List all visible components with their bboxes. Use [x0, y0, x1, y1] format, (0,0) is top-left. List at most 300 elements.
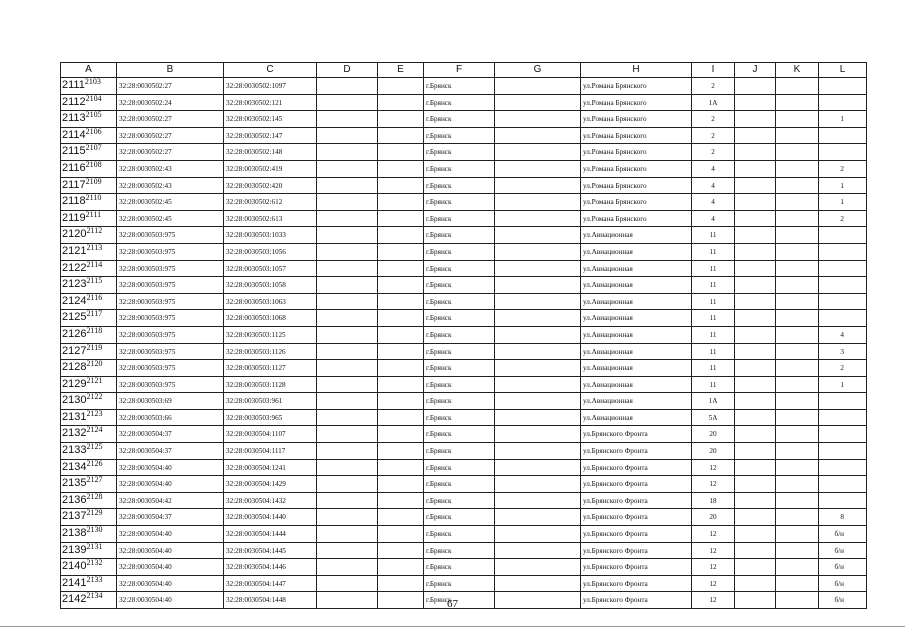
apartment-cell [819, 393, 867, 410]
street-cell: ул.Брянского Фронта [581, 526, 692, 543]
cadastral-number-cell: 32:28:0030503:975 [117, 376, 224, 393]
apartment-cell [819, 476, 867, 493]
empty-cell [495, 78, 581, 95]
empty-cell [317, 144, 378, 161]
house-number-cell: 11 [692, 343, 735, 360]
record-number: 2120 [86, 359, 103, 369]
cadastral-number-cell: 32:28:0030502:24 [117, 94, 224, 111]
empty-cell [735, 111, 776, 128]
house-number-cell: 18 [692, 492, 735, 509]
city-cell: г.Брянск [424, 94, 495, 111]
house-number-cell: 12 [692, 592, 735, 609]
column-header: F [424, 63, 495, 78]
house-number-cell: 12 [692, 559, 735, 576]
empty-cell [776, 310, 819, 327]
house-number-cell: 2 [692, 111, 735, 128]
city-cell: г.Брянск [424, 443, 495, 460]
house-number-cell: 12 [692, 575, 735, 592]
row-number: 2130 [62, 394, 87, 407]
city-cell: г.Брянск [424, 243, 495, 260]
row-number: 2121 [62, 244, 87, 257]
empty-cell [378, 326, 424, 343]
empty-cell [776, 111, 819, 128]
empty-cell [317, 509, 378, 526]
empty-cell [378, 277, 424, 294]
house-number-cell: 2 [692, 144, 735, 161]
apartment-cell: 1 [819, 194, 867, 211]
empty-cell [735, 343, 776, 360]
column-header: A [61, 63, 117, 78]
record-number: 2112 [86, 226, 103, 236]
empty-cell [495, 526, 581, 543]
cadastral-number-cell: 32:28:0030504:1429 [224, 476, 317, 493]
cadastral-number-cell: 32:28:0030504:1444 [224, 526, 317, 543]
empty-cell [317, 78, 378, 95]
empty-cell [735, 260, 776, 277]
street-cell: ул.Авиационная [581, 310, 692, 327]
column-header: D [317, 63, 378, 78]
record-number: 2108 [85, 160, 102, 169]
empty-cell [495, 575, 581, 592]
record-number: 2109 [85, 177, 102, 186]
row-number: 2134 [62, 460, 87, 473]
empty-cell [378, 243, 424, 260]
cadastral-number-cell: 32:28:0030504:40 [117, 476, 224, 493]
apartment-cell [819, 227, 867, 244]
empty-cell [495, 326, 581, 343]
row-number: 2131 [62, 410, 87, 423]
empty-cell [317, 492, 378, 509]
cadastral-number-cell: 32:28:0030503:1125 [224, 326, 317, 343]
city-cell: г.Брянск [424, 343, 495, 360]
city-cell: г.Брянск [424, 409, 495, 426]
empty-cell [378, 360, 424, 377]
empty-cell [378, 376, 424, 393]
cadastral-number-cell: 32:28:0030504:1448 [224, 592, 317, 609]
record-number: 2130 [86, 525, 103, 535]
empty-cell [317, 376, 378, 393]
row-number-cell [61, 376, 117, 393]
page-edge-line [0, 626, 905, 627]
table-row [61, 111, 867, 128]
table-row [61, 409, 867, 426]
record-number: 2114 [86, 260, 103, 269]
street-cell: ул.Авиационная [581, 277, 692, 294]
empty-cell [317, 243, 378, 260]
apartment-cell [819, 243, 867, 260]
row-number: 2138 [62, 527, 87, 540]
empty-cell [776, 78, 819, 95]
cadastral-number-cell: 32:28:0030503:975 [117, 227, 224, 244]
table-row [61, 559, 867, 576]
record-number: 2128 [86, 492, 103, 501]
record-number: 2106 [85, 127, 102, 136]
apartment-cell [819, 277, 867, 294]
table-row [61, 260, 867, 277]
row-number-cell [61, 260, 117, 277]
city-cell: г.Брянск [424, 310, 495, 327]
apartment-cell [819, 443, 867, 460]
table-row [61, 459, 867, 476]
house-number-cell: 12 [692, 542, 735, 559]
row-number-cell [61, 443, 117, 460]
empty-cell [317, 343, 378, 360]
empty-cell [378, 194, 424, 211]
house-number-cell: 11 [692, 243, 735, 260]
record-number: 2126 [86, 459, 103, 468]
empty-cell [776, 326, 819, 343]
empty-cell [378, 144, 424, 161]
empty-cell [495, 194, 581, 211]
record-number: 2116 [86, 293, 103, 302]
empty-cell [378, 459, 424, 476]
row-number: 2114 [62, 128, 86, 141]
empty-cell [735, 94, 776, 111]
empty-cell [317, 260, 378, 277]
table-row [61, 243, 867, 260]
row-number: 2135 [62, 477, 87, 490]
row-number-cell [61, 78, 117, 95]
empty-cell [378, 492, 424, 509]
empty-cell [495, 509, 581, 526]
empty-cell [776, 360, 819, 377]
cadastral-number-cell: 32:28:0030504:37 [117, 509, 224, 526]
city-cell: г.Брянск [424, 210, 495, 227]
cadastral-number-cell: 32:28:0030502:43 [117, 160, 224, 177]
empty-cell [495, 360, 581, 377]
street-cell: ул.Брянского Фронта [581, 592, 692, 609]
table-row [61, 492, 867, 509]
row-number-cell [61, 144, 117, 161]
cadastral-number-cell: 32:28:0030503:975 [117, 293, 224, 310]
city-cell: г.Брянск [424, 277, 495, 294]
apartment-cell [819, 78, 867, 95]
house-number-cell: 11 [692, 293, 735, 310]
column-header: H [581, 63, 692, 78]
empty-cell [776, 227, 819, 244]
street-cell: ул.Авиационная [581, 343, 692, 360]
cadastral-number-cell: 32:28:0030503:1057 [224, 260, 317, 277]
city-cell: г.Брянск [424, 78, 495, 95]
street-cell: ул.Авиационная [581, 360, 692, 377]
cadastral-number-cell: 32:28:0030503:975 [117, 260, 224, 277]
table-row [61, 210, 867, 227]
empty-cell [378, 160, 424, 177]
row-number: 2123 [62, 278, 87, 291]
city-cell: г.Брянск [424, 127, 495, 144]
empty-cell [735, 376, 776, 393]
row-number: 2142 [62, 593, 87, 606]
row-number-cell [61, 492, 117, 509]
empty-cell [378, 526, 424, 543]
table-row [61, 293, 867, 310]
table-row [61, 476, 867, 493]
city-cell: г.Брянск [424, 542, 495, 559]
row-number: 2117 [62, 178, 86, 191]
row-number-cell [61, 111, 117, 128]
cadastral-number-cell: 32:28:0030504:1440 [224, 509, 317, 526]
table-row [61, 376, 867, 393]
street-cell: ул.Брянского Фронта [581, 575, 692, 592]
apartment-cell: 1 [819, 111, 867, 128]
house-number-cell: 20 [692, 443, 735, 460]
row-number: 2127 [62, 344, 87, 357]
table-row [61, 443, 867, 460]
empty-cell [776, 177, 819, 194]
empty-cell [317, 111, 378, 128]
empty-cell [776, 376, 819, 393]
record-number: 2119 [86, 343, 103, 352]
apartment-cell: 1 [819, 376, 867, 393]
apartment-cell: 1 [819, 177, 867, 194]
column-header: C [224, 63, 317, 78]
cadastral-number-cell: 32:28:0030503:975 [117, 277, 224, 294]
row-number-cell [61, 393, 117, 410]
empty-cell [378, 476, 424, 493]
empty-cell [378, 393, 424, 410]
cadastral-number-cell: 32:28:0030503:1056 [224, 243, 317, 260]
empty-cell [317, 194, 378, 211]
page-number: 67 [447, 598, 458, 610]
record-number: 2129 [86, 508, 103, 518]
apartment-cell: б/н [819, 542, 867, 559]
empty-cell [776, 127, 819, 144]
house-number-cell: 4 [692, 160, 735, 177]
city-cell: г.Брянск [424, 177, 495, 194]
street-cell: ул.Авиационная [581, 409, 692, 426]
row-number-cell [61, 509, 117, 526]
record-number: 2124 [86, 425, 103, 435]
cadastral-number-cell: 32:28:0030503:1033 [224, 227, 317, 244]
apartment-cell [819, 426, 867, 443]
empty-cell [776, 210, 819, 227]
row-number: 2139 [62, 543, 87, 556]
street-cell: ул.Авиационная [581, 260, 692, 277]
record-number: 2123 [86, 409, 103, 418]
apartment-cell [819, 94, 867, 111]
empty-cell [378, 111, 424, 128]
cadastral-number-cell: 32:28:0030503:1058 [224, 277, 317, 294]
row-number: 2133 [62, 444, 87, 457]
empty-cell [317, 310, 378, 327]
apartment-cell [819, 492, 867, 509]
street-cell: ул.Брянского Фронта [581, 443, 692, 460]
cadastral-number-cell: 32:28:0030502:147 [224, 127, 317, 144]
empty-cell [735, 559, 776, 576]
table-row [61, 343, 867, 360]
empty-cell [495, 310, 581, 327]
empty-cell [495, 111, 581, 128]
record-number: 2105 [85, 110, 102, 120]
empty-cell [735, 360, 776, 377]
table-row [61, 310, 867, 327]
row-number-cell [61, 243, 117, 260]
table-row [61, 94, 867, 111]
house-number-cell: 20 [692, 426, 735, 443]
empty-cell [735, 227, 776, 244]
apartment-cell [819, 409, 867, 426]
house-number-cell: 12 [692, 459, 735, 476]
apartment-cell [819, 127, 867, 144]
apartment-cell: 2 [819, 160, 867, 177]
empty-cell [495, 160, 581, 177]
record-number: 2134 [86, 591, 103, 601]
cadastral-number-cell: 32:28:0030504:1447 [224, 575, 317, 592]
apartment-cell: 2 [819, 360, 867, 377]
row-number-cell [61, 426, 117, 443]
row-number-cell [61, 542, 117, 559]
row-number-cell [61, 210, 117, 227]
row-number: 2140 [62, 560, 87, 573]
house-number-cell: 12 [692, 476, 735, 493]
empty-cell [495, 376, 581, 393]
house-number-cell: 2 [692, 78, 735, 95]
table-row [61, 177, 867, 194]
row-number-cell [61, 559, 117, 576]
empty-cell [735, 210, 776, 227]
empty-cell [378, 575, 424, 592]
empty-cell [495, 393, 581, 410]
cadastral-number-cell: 32:28:0030502:27 [117, 78, 224, 95]
city-cell: г.Брянск [424, 575, 495, 592]
street-cell: ул.Авиационная [581, 326, 692, 343]
empty-cell [735, 393, 776, 410]
row-number: 2132 [62, 427, 87, 440]
empty-cell [495, 243, 581, 260]
apartment-cell [819, 293, 867, 310]
city-cell: г.Брянск [424, 326, 495, 343]
row-number-cell [61, 177, 117, 194]
empty-cell [735, 326, 776, 343]
table-row [61, 160, 867, 177]
empty-cell [495, 343, 581, 360]
row-number-cell [61, 526, 117, 543]
house-number-cell: 20 [692, 509, 735, 526]
empty-cell [776, 293, 819, 310]
empty-cell [495, 443, 581, 460]
cadastral-number-cell: 32:28:0030502:1097 [224, 78, 317, 95]
empty-cell [776, 160, 819, 177]
cadastral-number-cell: 32:28:0030503:961 [224, 393, 317, 410]
row-number: 2112 [62, 95, 86, 108]
city-cell: г.Брянск [424, 160, 495, 177]
empty-cell [735, 293, 776, 310]
row-number: 2128 [62, 361, 87, 374]
house-number-cell: 11 [692, 376, 735, 393]
row-number: 2113 [62, 112, 86, 125]
cadastral-number-cell: 32:28:0030504:40 [117, 575, 224, 592]
record-number: 2121 [86, 376, 103, 385]
cadastral-number-cell: 32:28:0030502:121 [224, 94, 317, 111]
column-header: K [776, 63, 819, 78]
empty-cell [776, 144, 819, 161]
cadastral-number-cell: 32:28:0030504:1107 [224, 426, 317, 443]
empty-cell [776, 542, 819, 559]
table-row [61, 509, 867, 526]
empty-cell [776, 492, 819, 509]
cadastral-number-cell: 32:28:0030503:1126 [224, 343, 317, 360]
empty-cell [776, 443, 819, 460]
row-number: 2116 [62, 161, 86, 174]
cadastral-number-cell: 32:28:0030503:975 [117, 326, 224, 343]
street-cell: ул.Авиационная [581, 393, 692, 410]
column-header: B [117, 63, 224, 78]
apartment-cell: б/н [819, 575, 867, 592]
empty-cell [495, 144, 581, 161]
record-number: 2122 [86, 392, 103, 402]
empty-cell [317, 127, 378, 144]
cadastral-number-cell: 32:28:0030504:40 [117, 526, 224, 543]
empty-cell [317, 326, 378, 343]
empty-cell [776, 509, 819, 526]
cadastral-number-cell: 32:28:0030504:40 [117, 542, 224, 559]
empty-cell [495, 559, 581, 576]
empty-cell [317, 94, 378, 111]
empty-cell [735, 310, 776, 327]
record-number: 2118 [86, 326, 103, 335]
cadastral-number-cell: 32:28:0030504:1445 [224, 542, 317, 559]
apartment-cell: б/н [819, 559, 867, 576]
record-number: 2127 [86, 475, 103, 485]
row-number: 2119 [62, 211, 86, 224]
row-number-cell [61, 277, 117, 294]
empty-cell [735, 194, 776, 211]
row-number-cell [61, 575, 117, 592]
empty-cell [317, 277, 378, 294]
house-number-cell: 11 [692, 360, 735, 377]
cadastral-number-cell: 32:28:0030502:43 [117, 177, 224, 194]
row-number: 2124 [62, 294, 87, 307]
cadastral-number-cell: 32:28:0030504:37 [117, 443, 224, 460]
street-cell: ул.Брянского Фронта [581, 509, 692, 526]
city-cell: г.Брянск [424, 426, 495, 443]
empty-cell [735, 459, 776, 476]
empty-cell [776, 393, 819, 410]
city-cell: г.Брянск [424, 592, 495, 609]
cadastral-number-cell: 32:28:0030502:420 [224, 177, 317, 194]
empty-cell [776, 426, 819, 443]
empty-cell [378, 559, 424, 576]
table-row [61, 575, 867, 592]
empty-cell [495, 210, 581, 227]
house-number-cell: 12 [692, 526, 735, 543]
empty-cell [735, 409, 776, 426]
row-number-cell [61, 326, 117, 343]
cadastral-number-cell: 32:28:0030502:27 [117, 127, 224, 144]
empty-cell [735, 526, 776, 543]
empty-cell [735, 542, 776, 559]
record-number: 2117 [86, 309, 103, 319]
city-cell: г.Брянск [424, 360, 495, 377]
empty-cell [776, 575, 819, 592]
house-number-cell: 11 [692, 277, 735, 294]
empty-cell [495, 94, 581, 111]
record-number: 2111 [85, 210, 102, 219]
cadastral-number-cell: 32:28:0030503:975 [117, 360, 224, 377]
table-row [61, 144, 867, 161]
street-cell: ул.Брянского Фронта [581, 559, 692, 576]
empty-cell [378, 227, 424, 244]
empty-cell [776, 409, 819, 426]
data-table [60, 62, 867, 609]
cadastral-number-cell: 32:28:0030503:66 [117, 409, 224, 426]
cadastral-number-cell: 32:28:0030503:975 [117, 310, 224, 327]
empty-cell [776, 94, 819, 111]
empty-cell [317, 443, 378, 460]
cadastral-number-cell: 32:28:0030503:1127 [224, 360, 317, 377]
table-row [61, 526, 867, 543]
table-row [61, 426, 867, 443]
